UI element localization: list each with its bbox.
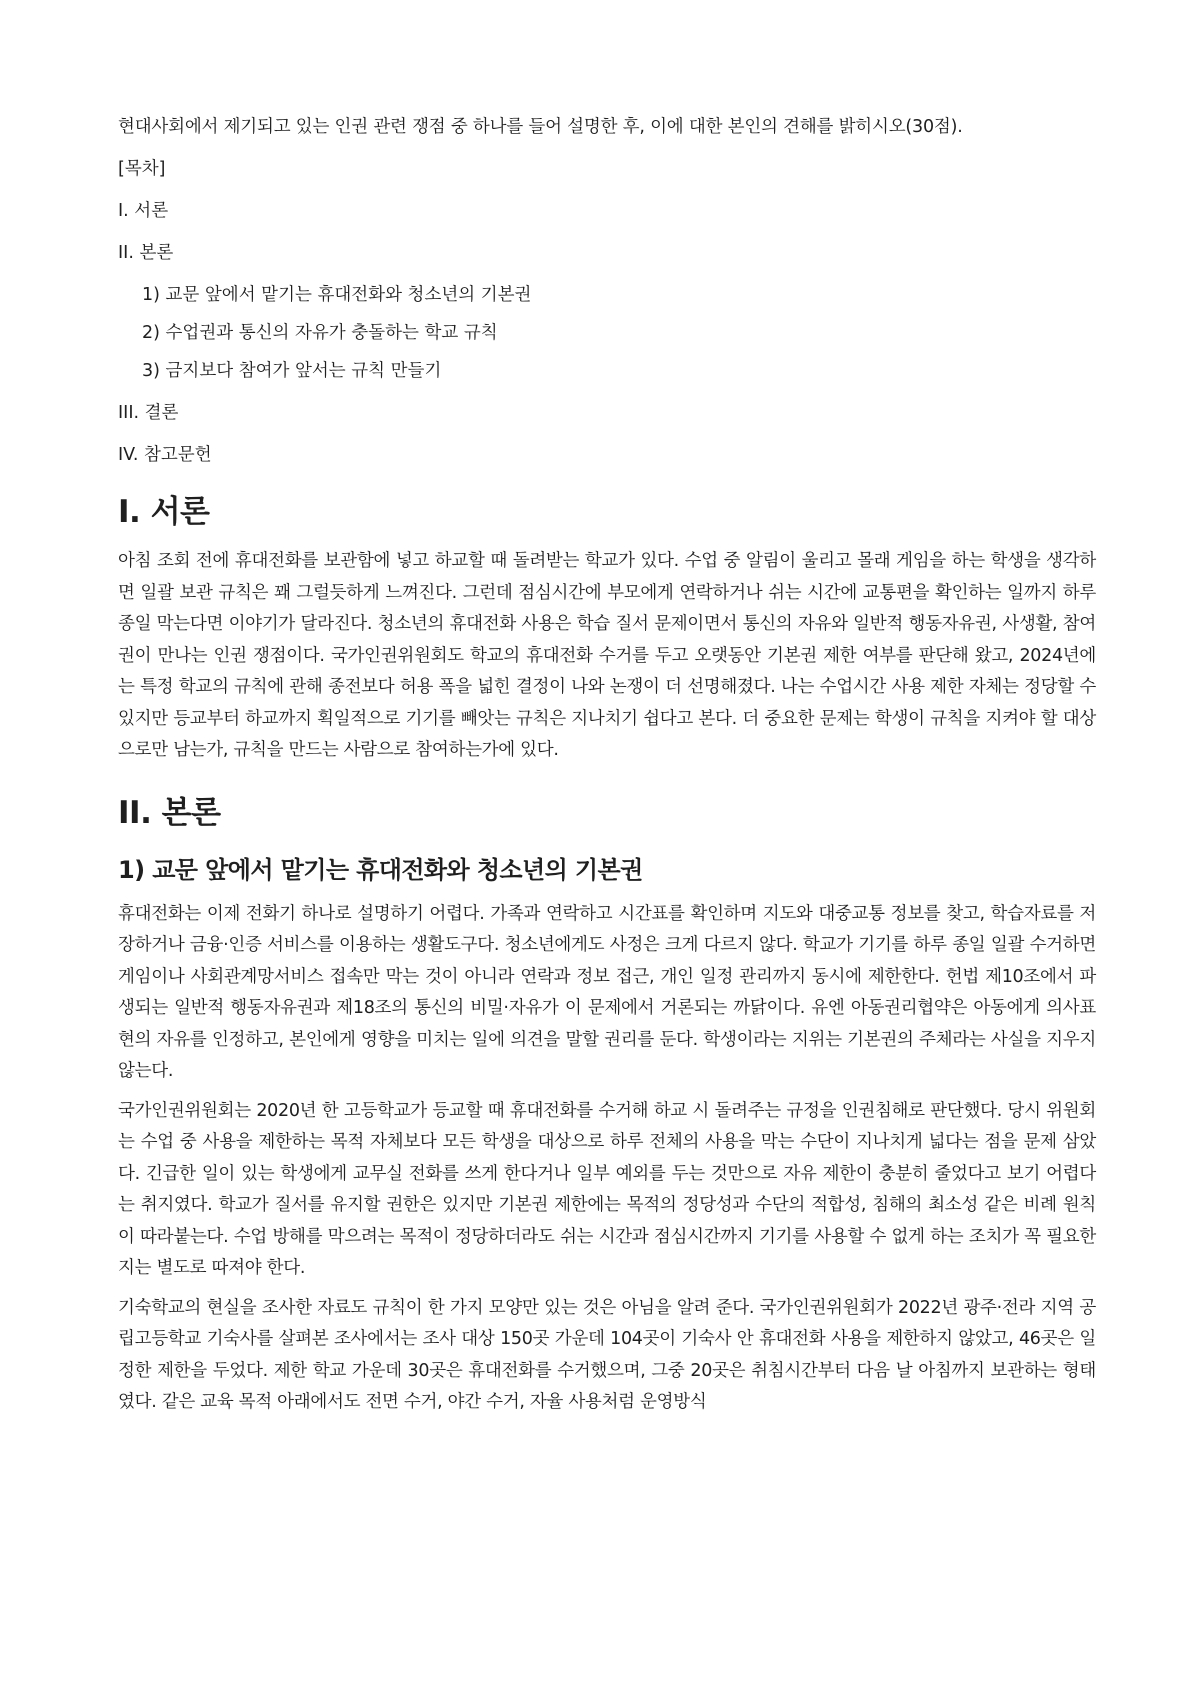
table-of-contents bbox=[118, 154, 1096, 470]
toc-item-conclusion: III. 결론 bbox=[118, 403, 179, 423]
body-paragraph-1: 휴대전화는 이제 전화기 하나로 설명하기 어렵다. 가족과 연락하고 시간표를 확인하며 지도와 대중교통 정보를 찾고, 학습자료를 저장하거나 금융·인증 서비스를 이용하는 생활도구다. 청소년에게도 사정은 크게 다르지 않다. 학교가 기기를 하루 종일 일괄 수거하면 게임이나 사회관계망서비스 접속만 막는 것이 아니라 연락과 정보 접근, 개인 일정 관리까지 동시에 제한한다. 헌법 제10조에서 파생되는 일반적 행동자유권과 제18조의 통신의 비밀·자유가 이 문제에서 거론되는 까닭이다. 유엔 아동권리협약은 아동에게 의사표현의 자유를 인정하고, 본인에게 영향을 미치는 일에 의견을 말할 권리를 둔다. 학생이라는 지위는 기본권의 주체라는 사실을 지우지 않는다. bbox=[118, 903, 1096, 1081]
question-prompt: 현대사회에서 제기되고 있는 인권 관련 쟁점 중 하나를 들어 설명한 후, 이에 대한 본인의 견해를 밝히시오(30점). bbox=[118, 117, 963, 137]
toc-item-intro: I. 서론 bbox=[118, 201, 169, 221]
toc-subitem-1: 1) 교문 앞에서 맡기는 휴대전화와 청소년의 기본권 bbox=[142, 285, 532, 305]
section-heading-intro: I. 서론 bbox=[118, 494, 210, 530]
toc-subitem-3: 3) 금지보다 참여가 앞서는 규칙 만들기 bbox=[142, 361, 442, 381]
toc-subitem-2: 2) 수업권과 통신의 자유가 충돌하는 학교 규칙 bbox=[142, 323, 498, 343]
body-paragraph-2: 국가인권위원회는 2020년 한 고등학교가 등교할 때 휴대전화를 수거해 하교 시 돌려주는 규정을 인권침해로 판단했다. 당시 위원회는 수업 중 사용을 제한하는 목적 자체보다 모든 학생을 대상으로 하루 전체의 사용을 막는 수단이 지나치게 넓다는 점을 문제 삼았다. 긴급한 일이 있는 학생에게 교무실 전화를 쓰게 한다거나 일부 예외를 두는 것만으로 자유 제한이 충분히 줄었다고 보기 어렵다는 취지였다. 학교가 질서를 유지할 권한은 있지만 기본권 제한에는 목적의 정당성과 수단의 적합성, 침해의 최소성 같은 비례 원칙이 따라붙는다. 수업 방해를 막으려는 목적이 정당하더라도 쉬는 시간과 점심시간까지 기기를 사용할 수 없게 하는 조치가 꼭 필요한지는 별도로 따져야 한다. bbox=[118, 1100, 1096, 1278]
section-heading-body: II. 본론 bbox=[118, 794, 221, 831]
intro-paragraph: 아침 조회 전에 휴대전화를 보관함에 넣고 하교할 때 돌려받는 학교가 있다. 수업 중 알림이 울리고 몰래 게임을 하는 학생을 생각하면 일괄 보관 규칙은 꽤 그럴듯하게 느껴진다. 그런데 점심시간에 부모에게 연락하거나 쉬는 시간에 교통편을 확인하는 일까지 하루 종일 막는다면 이야기가 달라진다. 청소년의 휴대전화 사용은 학습 질서 문제이면서 통신의 자유와 일반적 행동자유권, 사생활, 참여권이 만나는 인권 쟁점이다. 국가인권위원회도 학교의 휴대전화 수거를 두고 오랫동안 기본권 제한 여부를 판단해 왔고, 2024년에는 특정 학교의 규칙에 관해 종전보다 허용 폭을 넓힌 결정이 나와 논쟁이 더 선명해졌다. 나는 수업시간 사용 제한 자체는 정당할 수 있지만 등교부터 하교까지 획일적으로 기기를 빼앗는 규칙은 지나치기 쉽다고 본다. 더 중요한 문제는 학생이 규칙을 지켜야 할 대상으로만 남는가, 규칙을 만드는 사람으로 참여하는가에 있다. bbox=[118, 551, 1096, 760]
body-paragraph-3: 기숙학교의 현실을 조사한 자료도 규칙이 한 가지 모양만 있는 것은 아님을 알려 준다. 국가인권위원회가 2022년 광주·전라 지역 공립고등학교 기숙사를 살펴본 조사에서는 조사 대상 150곳 가운데 104곳이 기숙사 안 휴대전화 사용을 제한하지 않았고, 46곳은 일정한 제한을 두었다. 제한 학교 가운데 30곳은 휴대전화를 수거했으며, 그중 20곳은 취침시간부터 다음 날 아침까지 보관하는 형태였다. 같은 교육 목적 아래에서도 전면 수거, 야간 수거, 자율 사용처럼 운영방식 bbox=[118, 1297, 1096, 1412]
toc-item-references: IV. 참고문헌 bbox=[118, 445, 212, 465]
subsection-heading-1: 1) 교문 앞에서 맡기는 휴대전화와 청소년의 기본권 bbox=[118, 855, 643, 884]
toc-item-body: II. 본론 bbox=[118, 243, 174, 263]
toc-heading: [목차] bbox=[118, 159, 166, 179]
